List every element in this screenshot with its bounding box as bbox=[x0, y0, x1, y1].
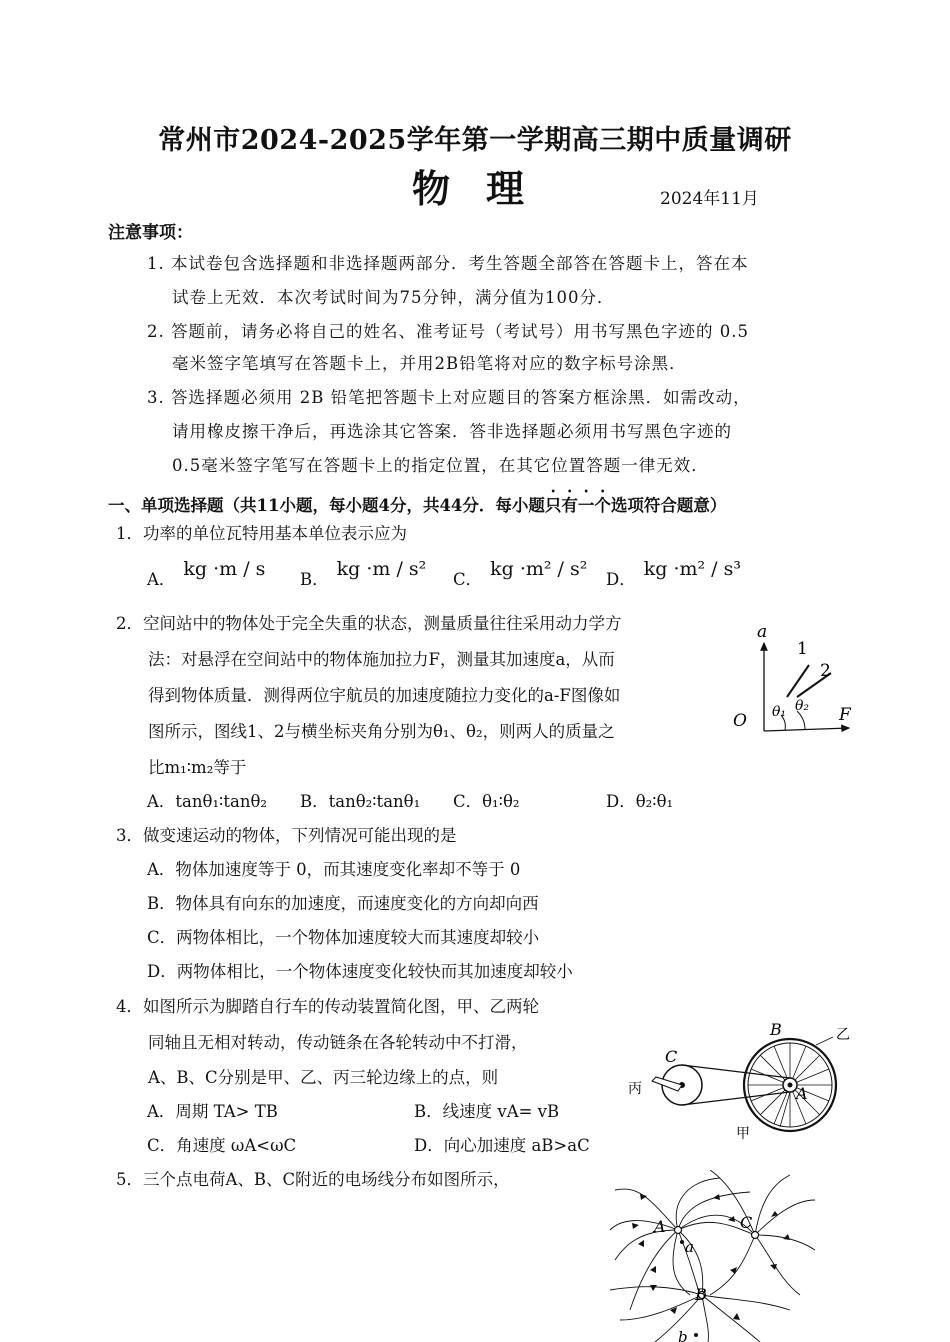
point-a-label: a bbox=[685, 1238, 694, 1256]
a-f-graph bbox=[725, 615, 865, 745]
f-axis-label: F bbox=[839, 705, 851, 725]
question-2-line: 法：对悬浮在空间站中的物体施加拉力F，测量其加速度a，从而 bbox=[148, 650, 615, 669]
electric-field-figure bbox=[610, 1170, 850, 1342]
charge-c-label: C bbox=[740, 1213, 753, 1232]
section-heading-emphasis: 只有一个 bbox=[544, 496, 611, 515]
wheel-bing-label: 丙 bbox=[628, 1081, 642, 1097]
question-2-line: 比m₁∶m₂等于 bbox=[148, 758, 247, 777]
notice-line: 毫米签字笔填写在答题卡上，并用2B铅笔将对应的数字标号涂黑． bbox=[172, 354, 687, 373]
notice-line: 0.5毫米签字笔写在答题卡上的指定位置，在其它位置答题一律无效． bbox=[172, 456, 709, 475]
field-arrows bbox=[632, 1194, 790, 1320]
question-2-line: 得到物体质量．测得两位宇航员的加速度随拉力变化的a-F图像如 bbox=[148, 686, 621, 705]
option-label: C． bbox=[453, 570, 483, 589]
f-axis bbox=[764, 728, 849, 731]
q2-option-d: D．θ₂∶θ₁ bbox=[606, 792, 674, 811]
q1-option-d bbox=[606, 558, 741, 590]
section-heading-prefix: 一、单项选择题（共11小题，每小题4分，共44分．每小题 bbox=[108, 496, 545, 515]
option-label: A． bbox=[147, 570, 176, 589]
q4-option-b: B．线速度 vA= vB bbox=[414, 1102, 560, 1121]
q1-option-a bbox=[147, 558, 266, 590]
section-heading bbox=[108, 486, 726, 516]
point-b-label: B bbox=[770, 1020, 782, 1039]
wheel-yi-label: 乙 bbox=[836, 1027, 850, 1043]
option-formula: kg ·m² / s³ bbox=[643, 558, 741, 580]
option-formula: kg ·m / s² bbox=[336, 558, 427, 580]
q4-option-c: C．角速度 ωA<ωC bbox=[147, 1136, 297, 1155]
q1-option-c bbox=[453, 558, 588, 590]
exam-title: 常州市2024-2025学年第一学期高三期中质量调研 bbox=[158, 125, 792, 156]
question-4-line: 4．如图所示为脚踏自行车的传动装置简化图，甲、乙两轮 bbox=[116, 997, 539, 1016]
line-1-label: 1 bbox=[797, 639, 808, 659]
question-2-line: 2．空间站中的物体处于完全失重的状态，测量质量往往采用动力学方 bbox=[116, 614, 622, 633]
option-formula: kg ·m² / s² bbox=[490, 558, 588, 580]
notice-heading: 注意事项： bbox=[108, 223, 193, 243]
question-4-line: 同轴且无相对转动，传动链条在各轮转动中不打滑， bbox=[148, 1033, 528, 1052]
theta1-label: θ₁ bbox=[772, 704, 787, 720]
point-c-label: C bbox=[665, 1047, 678, 1066]
option-label: B． bbox=[300, 570, 329, 589]
line-2-label: 2 bbox=[820, 661, 831, 681]
q3-option-c: C．两物体相比，一个物体加速度较大而其速度却较小 bbox=[147, 928, 540, 947]
question-5-stem: 5．三个点电荷A、B、C附近的电场线分布如图所示， bbox=[116, 1170, 510, 1189]
q3-option-d: D．两物体相比，一个物体速度变化较快而其加速度却较小 bbox=[147, 962, 573, 981]
q2-option-a: A．tanθ₁∶tanθ₂ bbox=[147, 792, 267, 811]
charge-a-label: A bbox=[654, 1217, 666, 1236]
question-3-stem: 3．做变速运动的物体，下列情况可能出现的是 bbox=[116, 826, 457, 845]
q4-option-a: A．周期 TA> TB bbox=[147, 1102, 278, 1121]
point-b-label: b bbox=[678, 1328, 688, 1342]
a-axis-label: a bbox=[757, 622, 768, 642]
q1-option-b bbox=[300, 558, 427, 590]
graph-line-1 bbox=[787, 665, 809, 697]
charge-c bbox=[752, 1232, 759, 1239]
notice-line: 1. 本试卷包含选择题和非选择题两部分．考生答题全部答在答题卡上，答在本 bbox=[147, 254, 749, 273]
question-1-stem: 1．功率的单位瓦特用基本单位表示应为 bbox=[116, 524, 407, 543]
option-label: D． bbox=[606, 570, 636, 589]
q2-option-b: B．tanθ₂∶tanθ₁ bbox=[300, 792, 421, 811]
wheel-jia-label: 甲 bbox=[736, 1126, 750, 1142]
point-b bbox=[694, 1333, 698, 1337]
notice-line: 3. 答选择题必须用 2B 铅笔把答题卡上对应题目的答案方框涂黑．如需改动， bbox=[147, 388, 751, 407]
charge-b-label: B bbox=[695, 1285, 707, 1304]
q3-option-b: B．物体具有向东的加速度，而速度变化的方向却向西 bbox=[147, 894, 539, 913]
q3-option-a: A．物体加速度等于 0，而其速度变化率却不等于 0 bbox=[147, 860, 521, 879]
question-2-line: 图所示，图线1、2与横坐标夹角分别为θ₁、θ₂，则两人的质量之 bbox=[148, 722, 615, 741]
hub bbox=[788, 1083, 793, 1088]
exam-date: 2024年11月 bbox=[660, 189, 759, 209]
section-heading-suffix: 选项符合题意） bbox=[610, 496, 727, 515]
notice-line: 请用橡皮擦干净后，再选涂其它答案．答非选择题必须用书写黑色字迹的 bbox=[172, 422, 732, 441]
question-4-line: A、B、C分别是甲、乙、丙三轮边缘上的点，则 bbox=[148, 1068, 499, 1087]
subject-title: 物理 bbox=[412, 166, 561, 211]
charge-a bbox=[675, 1227, 682, 1234]
theta2-label: θ₂ bbox=[795, 698, 810, 714]
q2-option-c: C．θ₁∶θ₂ bbox=[453, 792, 520, 811]
notice-line: 试卷上无效．本次考试时间为75分钟，满分值为100分． bbox=[172, 288, 615, 307]
origin-label: O bbox=[733, 711, 747, 731]
point-a bbox=[680, 1240, 684, 1244]
point-a-label: A bbox=[796, 1084, 808, 1103]
bicycle-transmission-figure bbox=[620, 1015, 860, 1145]
notice-line: 2. 答题前，请务必将自己的姓名、准考证号（考试号）用书写黑色字迹的 0.5 bbox=[147, 322, 749, 341]
option-formula: kg ·m / s bbox=[183, 558, 266, 580]
q4-option-d: D．向心加速度 aB>aC bbox=[414, 1136, 590, 1155]
yi-pointer bbox=[816, 1037, 833, 1045]
